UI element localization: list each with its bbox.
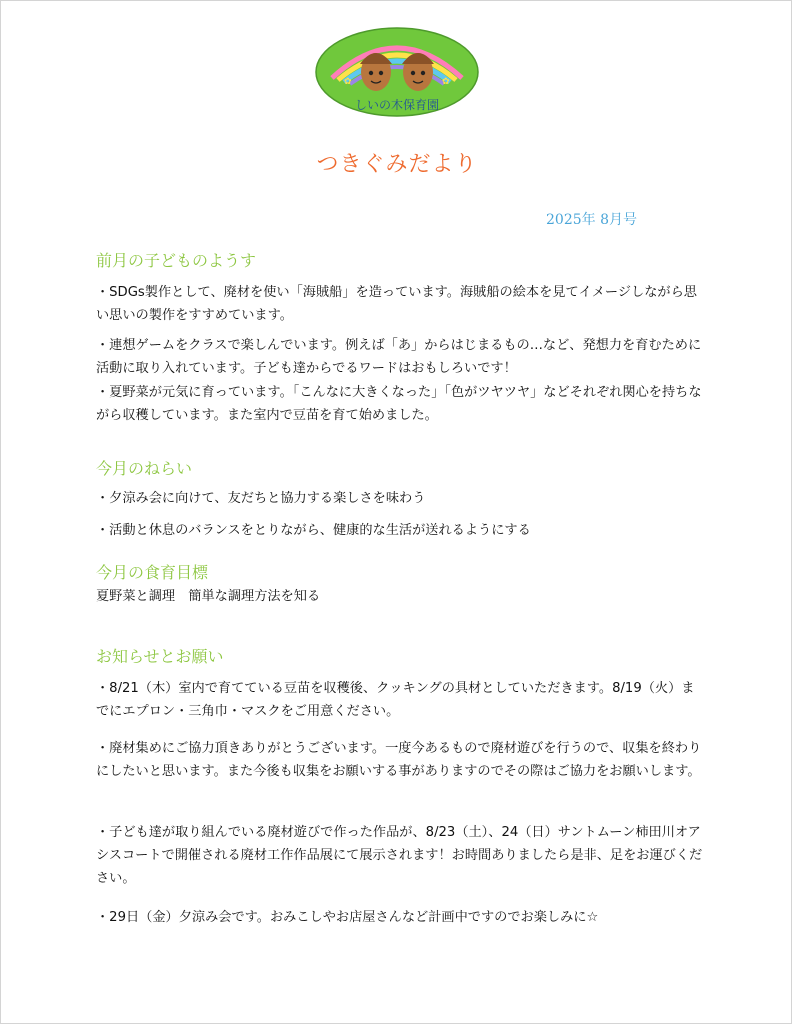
notice-item-2: ・廃材集めにご協力頂きありがとうございます。一度今あるもので廃材遊びを行うので、収集を終わりにしたいと思います。また今後も収集をお願いする事がありますのでその際はご協力をお願いします。 <box>96 741 702 779</box>
last-month-item-2: ・連想ゲームをクラスで楽しんでいます。例えば「あ」からはじまるもの…など、発想力を育むために活動に取り入れています。子ども達からでるワードはおもしろいです！ <box>96 338 702 376</box>
issue-date: 2025年 8月号 <box>546 212 637 228</box>
notice-item-1: ・8/21（木）室内で育てている豆苗を収穫後、クッキングの具材としていただきます。8/19（火）までにエプロン・三角巾・マスクをご用意ください。 <box>96 681 695 719</box>
notice-item-3: ・子ども達が取り組んでいる廃材遊びで作った作品が、8/23（土）、24（日）サントムーン柿田川オアシスコートで開催される廃材工作作品展にて展示されます！お時間ありましたら是非、足をお運びください。 <box>96 825 703 886</box>
nursery-name: しいの木保育園 <box>354 98 440 112</box>
notice-item-4: ・29日（金）夕涼み会です。おみこしやお店屋さんなど計画中ですのでお楽しみに☆ <box>96 910 599 925</box>
heading-last-month: 前月の子どものようす <box>96 251 257 270</box>
aims-item-1: ・夕涼み会に向けて、友だちと協力する楽しさを味わう <box>96 491 426 506</box>
logo-graphic <box>314 26 480 118</box>
flower-icon: ✿ <box>344 77 352 87</box>
last-month-item-3: ・夏野菜が元気に育っています。「こんなに大きくなった」「色がツヤツヤ」などそれぞれ関心を持ちながら収穫しています。また室内で豆苗を育て始めました。 <box>96 385 702 423</box>
nursery-logo <box>314 26 480 118</box>
heading-aims: 今月のねらい <box>96 459 193 478</box>
heading-food-education: 今月の食育目標 <box>96 563 209 582</box>
heading-notices: お知らせとお願い <box>96 647 224 666</box>
last-month-item-1: ・SDGs製作として、廃材を使い「海賊船」を造っています。海賊船の絵本を見てイメージしながら思い思いの製作をすすめています。 <box>96 285 697 323</box>
food-education-text: 夏野菜と調理 簡単な調理方法を知る <box>96 589 321 604</box>
aims-item-2: ・活動と休息のバランスをとりながら、健康的な生活が送れるようにする <box>96 523 531 538</box>
flower-icon: ✿ <box>442 77 450 87</box>
newsletter-title: つきぐみだより <box>316 152 478 177</box>
